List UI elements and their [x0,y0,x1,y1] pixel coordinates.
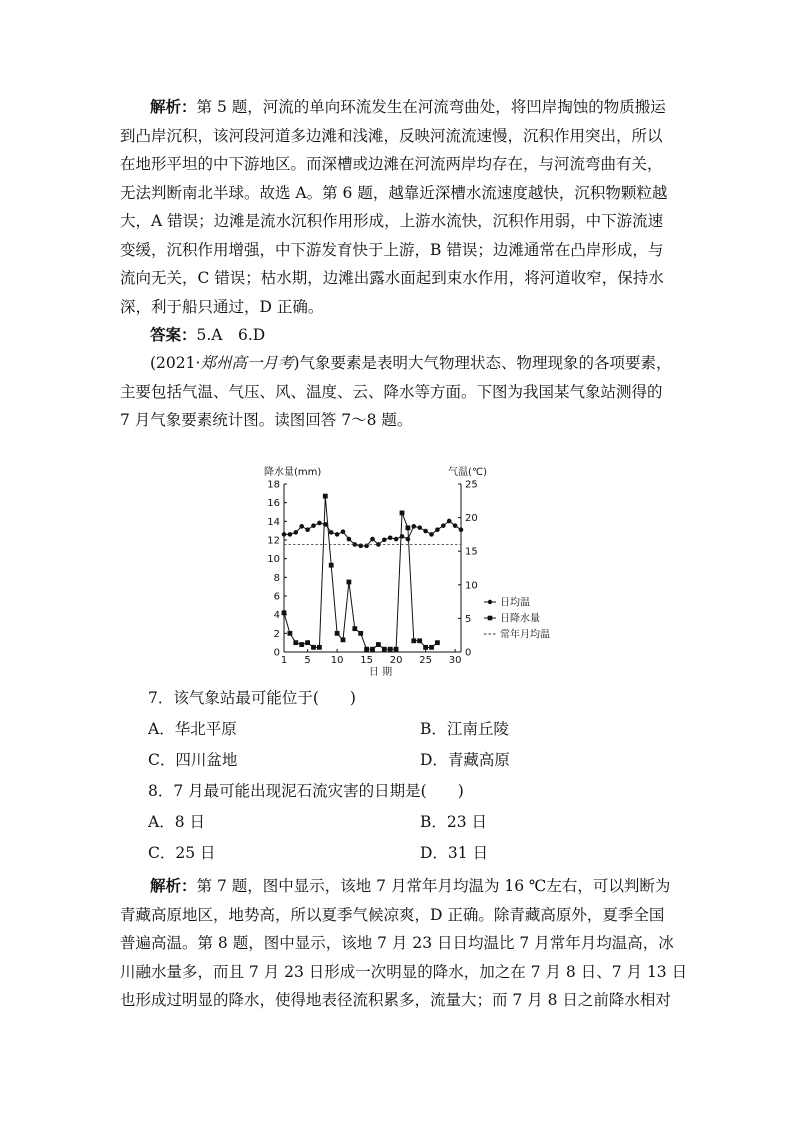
analysis-line: 青藏高原地区，地势高，所以夏季气候凉爽，D 正确。除青藏高原外，夏季全国 [120,905,665,924]
legend-temp-label: 日均温 [500,597,530,609]
precip-point [376,642,381,647]
left-tick-label: 0 [273,647,280,659]
temp-series-line [284,521,461,546]
temp-point [453,523,458,528]
temp-point [288,532,293,537]
precip-point [288,631,293,636]
q7-option-c[interactable]: C．四川盆地 [148,751,238,769]
left-tick-label: 2 [273,628,280,640]
precip-point [429,645,434,650]
q8-option-c[interactable]: C．25 日 [148,844,216,862]
left-tick-label: 10 [267,554,280,566]
intro-line: 主要包括气温、气压、风、温度、云、降水等方面。下图为我国某气象站测得的 [120,382,663,401]
question-7-stem: 7．该气象站最可能位于( ) [148,689,356,707]
q7-option-d[interactable]: D．青藏高原 [420,751,510,769]
x-tick-label: 20 [389,655,403,666]
precip-point [347,580,352,585]
left-tick-label: 12 [267,535,280,547]
answer-text: 5.A 6.D [196,326,266,344]
right-tick-label: 20 [465,513,478,525]
temp-point [400,534,405,539]
analysis-line: 川融水量多，而且 7 月 23 日形成一次明显的降水，加之在 7 月 8 日、7 月 13 日 [120,962,688,981]
temp-point [459,527,464,532]
source-name: 郑州高一月考 [200,354,294,372]
question-intro: (2021·郑州高一月考)气象要素是表明大气物理状态、物理现象的各项要素， 主要包括气温、气压、风、温度、云、降水等方面。下图为我国某气象站测得的 7 月气象要素统计图。读图回答 7～8 题。 [120,349,680,435]
x-axis-title: 日 期 [368,667,393,678]
precip-point [417,638,422,643]
analysis-label: 解析： [150,876,197,895]
temp-point [335,532,340,537]
analysis-line: 也形成过明显的降水，使得地表径流积累多，流量大；而 7 月 8 日之前降水相对 [120,991,671,1009]
analysis-line: 解析：第 5 题，河流的单向环流发生在河流弯曲处，将凹岸掏蚀的物质搬运 [150,97,666,116]
legend-precip-label: 日降水量 [500,613,540,625]
temp-point [441,523,446,528]
precip-point [352,626,357,631]
left-tick-label: 6 [273,591,280,603]
question-8-stem: 8．7 月最可能出现泥石流灾害的日期是( ) [148,782,464,800]
analysis-q5-q6 [120,93,680,321]
right-tick-label: 15 [465,546,478,558]
q8-option-d[interactable]: D．31 日 [420,844,489,862]
precip-point [400,511,405,516]
x-tick-label: 10 [330,655,344,666]
temp-point [305,527,310,532]
left-tick-label: 18 [267,479,280,491]
analysis-q7-q8: 解析：第 7 题，图中显示，该地 7 月常年月均温为 16 ℃左右，可以判断为 青藏高原地区，地势高，所以夏季气候凉爽，D 正确。除青藏高原外，夏季全国 普遍高温。第 8 题，图中显示，该地 7 月 23 日日均温比 7 月常年月均温高，冰 川融水量多，而且 7 月 23 日形成一次明显的降水，加之在 7 月 8 日、7 月 13 日 也形成过明显的降水，使得地表径流积累多，流量大；而 7 月 8 日之前降水相对 [120,872,680,1015]
precip-point [364,647,369,652]
x-tick-label: 1 [280,655,288,666]
chart-axes [264,465,487,678]
analysis-line: 无法判断南北半球。故选 A。第 6 题，越靠近深槽水流速度越快，沉积物颗粒越 [120,183,668,202]
precip-point [311,645,316,650]
analysis-line: 到凸岸沉积，该河段河道多边滩和浅滩，反映河流流速慢，沉积作用突出，所以 [120,126,663,145]
precip-point [317,645,322,650]
x-tick-label: 30 [448,655,462,666]
legend-temp-marker [488,600,492,604]
analysis-line: 在地形平坦的中下游地区。而深槽或边滩在河流两岸均存在，与河流弯曲有关， [120,155,663,173]
precip-point [323,494,328,499]
left-axis-title: 降水量(mm) [264,467,322,478]
temp-point [341,529,346,534]
precip-point [293,640,298,645]
intro-line: 7 月气象要素统计图。读图回答 7～8 题。 [120,411,413,429]
left-tick-label: 8 [273,572,280,584]
precip-point [341,637,346,642]
temp-point [294,530,299,535]
precip-point [406,525,411,530]
analysis-line: 深，利于船只通过，D 正确。 [120,297,324,316]
temp-point [412,524,417,529]
temp-point [299,524,304,529]
precip-point [282,610,287,615]
analysis-line: 大，A 错误；边滩是流水沉积作用形成，上游水流快，沉积作用弱，中下游流速 [120,212,664,230]
precip-point [394,647,399,652]
chart-legend [484,596,550,641]
q8-option-b[interactable]: B．23 日 [420,813,488,831]
temp-point [317,521,322,526]
precip-series-line [284,496,437,649]
precip-point [411,638,416,643]
legend-normal-label: 常年月均温 [500,629,550,641]
chart-marks [282,494,464,652]
temp-point [329,530,334,535]
precip-point [305,640,310,645]
temp-point [311,523,316,528]
x-tick-label: 25 [419,655,432,666]
temp-point [447,519,452,524]
analysis-label: 解析： [150,97,197,116]
right-tick-label: 25 [465,479,478,491]
temp-point [388,535,393,540]
precip-point [423,645,428,650]
q8-option-a[interactable]: A．8 日 [148,813,205,831]
temp-point [417,525,422,530]
precip-point [358,631,363,636]
analysis-line: 流向无关，C 错误；枯水期，边滩出露水面起到束水作用，将河道收窄，保持水 [120,269,664,287]
precip-point [382,647,387,652]
precip-point [435,640,440,645]
left-tick-label: 4 [273,610,280,622]
right-tick-label: 10 [465,580,478,592]
legend-precip-marker [488,616,493,621]
temp-point [406,537,411,542]
temp-point [282,532,287,537]
answer-label: 答案： [150,325,197,344]
analysis-line: 普遍高温。第 8 题，图中显示，该地 7 月 23 日日均温比 7 月常年月均温高，冰 [120,934,674,952]
left-tick-label: 14 [267,516,280,528]
answer-line [120,321,680,350]
temp-point [435,527,440,532]
source-suffix: ) [293,354,300,372]
precip-point [299,642,304,647]
precip-point [329,563,334,568]
source-prefix: (2021· [150,354,201,372]
temp-point [394,537,399,542]
temp-point [429,532,434,537]
weather-chart [258,462,598,682]
precip-point [388,647,393,652]
right-axis-title: 气温(℃) [447,467,487,478]
analysis-line: 变缓，沉积作用增强，中下游发育快于上游，B 错误；边滩通常在凸岸形成，与 [120,240,664,259]
temp-point [382,537,387,542]
precip-point [370,647,375,652]
precip-point [335,631,340,636]
q7-option-a[interactable]: A．华北平原 [148,720,237,738]
temp-point [423,529,428,534]
q7-option-b[interactable]: B．江南丘陵 [420,720,509,738]
left-tick-label: 16 [267,498,280,510]
x-tick-label: 5 [304,655,311,666]
temp-point [370,537,375,542]
right-tick-label: 0 [465,647,472,659]
right-tick-label: 5 [465,613,472,625]
temp-point [347,537,352,542]
x-tick-label: 15 [360,655,373,666]
